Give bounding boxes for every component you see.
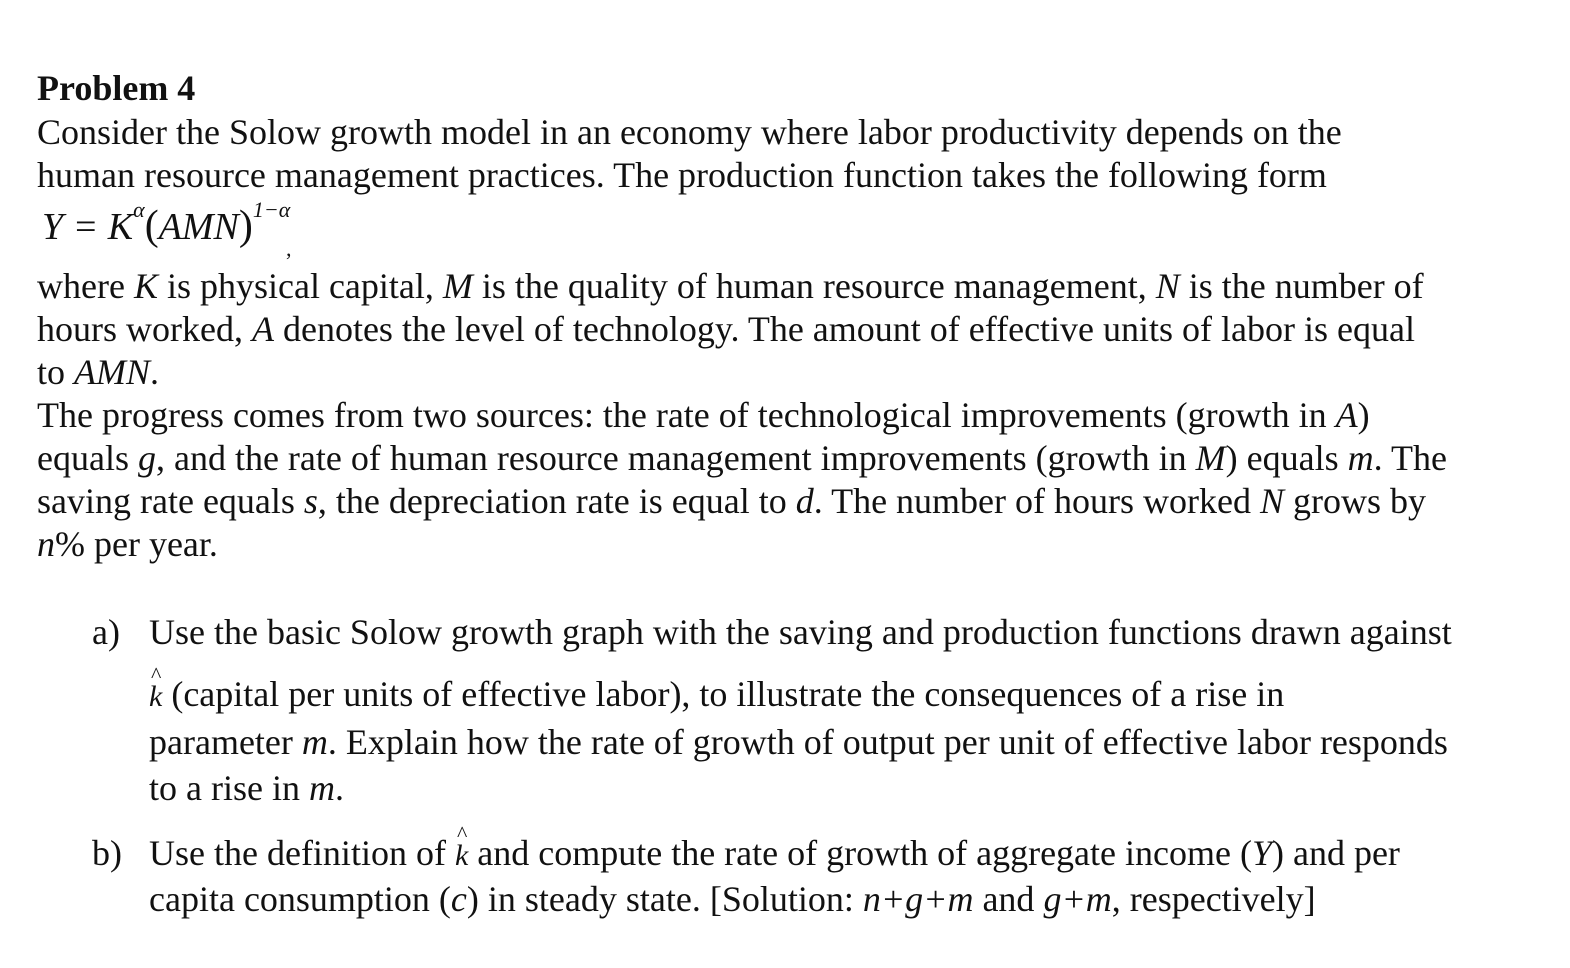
part-b-label: b) [92,833,122,873]
part-a-label: a) [92,612,120,652]
part-a-line-1: Use the basic Solow growth graph with the saving and production functions drawn against [149,612,1452,652]
formula-alpha-exponent: α [133,197,145,223]
intro-line-1: Consider the Solow growth model in an economy where labor productivity depends on the [37,112,1342,152]
progress-line-1: The progress comes from two sources: the rate of technological improvements (growth in A) [37,395,1370,435]
progress-line-2: equals g, and the rate of human resource management improvements (growth in M) equals m. The [37,438,1447,478]
part-b-line-1: Use the definition of ^ k and compute the rate of growth of aggregate income (Y) and per [149,835,1400,871]
progress-line-4: n% per year. [37,524,218,564]
production-function-formula [42,197,291,250]
definition-line-3: to AMN. [37,352,160,392]
formula-open-paren: ( [144,203,159,249]
formula-close-paren: ) [238,203,253,249]
part-b-line-2: capita consumption (c) in steady state. [Solution: n+g+m and g+m, respectively] [149,879,1316,919]
definition-line-1: where K is physical capital, M is the quality of human resource management, N is the number of [37,266,1424,306]
definition-line-2: hours worked, A denotes the level of technology. The amount of effective units of labor is equal [37,309,1415,349]
part-a-line-4: to a rise in m. [149,768,344,808]
part-a-line-2: ^ k (capital per units of effective labor), to illustrate the consequences of a rise in [149,676,1284,712]
intro-line-2: human resource management practices. The production function takes the following form [37,155,1327,195]
problem-title: Problem 4 [37,68,196,108]
formula-inner: AMN [158,206,239,248]
formula-trailing-comma: , [286,236,292,261]
k-hat-symbol: ^ k [455,841,468,871]
part-a-line-3: parameter m. Explain how the rate of growth of output per unit of effective labor responds [149,722,1448,762]
progress-line-3: saving rate equals s, the depreciation rate is equal to d. The number of hours worked N grows by [37,481,1426,521]
k-hat-symbol: ^ k [149,682,162,712]
formula-lhs: Y = K [42,206,134,248]
formula-outer-exponent: 1−α [252,197,291,223]
